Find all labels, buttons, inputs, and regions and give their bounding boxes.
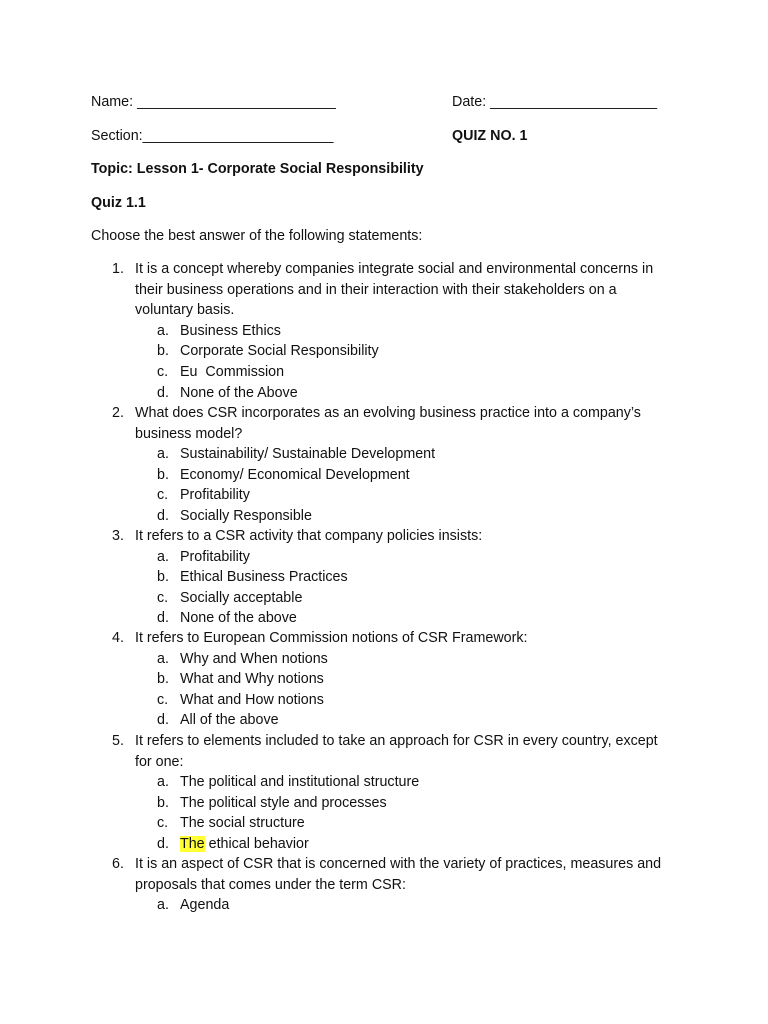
option-text: The political and institutional structure: [180, 774, 420, 791]
option-text: All of the above: [180, 712, 279, 729]
section-field: Section:________________________: [91, 128, 334, 144]
option-letter: c.: [157, 589, 169, 606]
option-letter: a.: [157, 446, 169, 463]
highlighted-text: The: [180, 835, 205, 852]
option-b: [112, 341, 672, 362]
option-c: [112, 813, 672, 834]
question-5: [112, 731, 672, 855]
option-c: [112, 690, 672, 711]
option-letter: a.: [157, 548, 169, 565]
option-letter: b.: [157, 569, 169, 586]
option-list: [112, 649, 672, 731]
option-letter: b.: [157, 343, 169, 360]
question-number: 1.: [112, 261, 124, 277]
option-c: [112, 588, 672, 609]
option-text: The political style and processes: [180, 794, 387, 811]
option-text: Agenda: [180, 897, 230, 914]
option-c: [112, 362, 672, 383]
question-text: It refers to elements included to take an approach for CSR in every country, except for one:: [135, 733, 658, 770]
option-list: [112, 444, 672, 526]
option-c: [112, 485, 672, 506]
question-1: [112, 259, 672, 403]
option-text: Ethical Business Practices: [180, 569, 348, 586]
question-number: 2.: [112, 405, 124, 421]
option-text: What and Why notions: [180, 671, 324, 688]
option-letter: d.: [157, 835, 169, 852]
quiz-title: Quiz 1.1: [91, 195, 146, 211]
option-d: [112, 710, 672, 731]
option-text: Corporate Social Responsibility: [180, 343, 379, 360]
option-list: [112, 321, 672, 403]
option-letter: a.: [157, 650, 169, 667]
instructions: Choose the best answer of the following statements:: [91, 228, 423, 244]
option-a: [112, 321, 672, 342]
question-number: 4.: [112, 630, 124, 646]
option-b: [112, 567, 672, 588]
option-d: [112, 608, 672, 629]
option-b: [112, 793, 672, 814]
option-letter: c.: [157, 691, 169, 708]
option-d: [112, 506, 672, 527]
option-text: The social structure: [180, 815, 305, 832]
option-letter: c.: [157, 363, 169, 380]
question-text: What does CSR incorporates as an evolving business practice into a company’s business model?: [135, 405, 641, 442]
option-list: [112, 895, 672, 916]
question-2: [112, 403, 672, 527]
option-d: [112, 383, 672, 404]
option-text: Sustainability/ Sustainable Development: [180, 446, 436, 463]
option-text: Profitability: [180, 487, 250, 504]
option-a: [112, 772, 672, 793]
option-text: Socially Responsible: [180, 507, 312, 524]
question-text: It is an aspect of CSR that is concerned with the variety of practices, measures and proposals that comes under the term CSR:: [135, 856, 662, 893]
option-text: Business Ethics: [180, 322, 281, 339]
date-field: Date: _____________________: [452, 94, 658, 110]
option-a: [112, 895, 672, 916]
option-text: Eu Commission: [180, 363, 285, 380]
option-text: Why and When notions: [180, 650, 328, 667]
option-a: [112, 649, 672, 670]
option-letter: d.: [157, 610, 169, 627]
question-text: It refers to European Commission notions of CSR Framework:: [135, 630, 528, 646]
question-number: 6.: [112, 856, 124, 872]
question-text: It is a concept whereby companies integrate social and environmental concerns in their business operations and in their interaction with their stakeholders on a voluntary basis.: [135, 261, 654, 319]
option-letter: d.: [157, 712, 169, 729]
option-list: [112, 547, 672, 629]
option-a: [112, 444, 672, 465]
option-b: [112, 465, 672, 486]
question-number: 3.: [112, 528, 124, 544]
name-field: Name: _________________________: [91, 94, 336, 110]
option-letter: d.: [157, 384, 169, 401]
option-list: [112, 772, 672, 854]
option-text: None of the above: [180, 610, 297, 627]
option-b: [112, 669, 672, 690]
option-text: Profitability: [180, 548, 250, 565]
option-d: [112, 834, 672, 855]
option-letter: b.: [157, 466, 169, 483]
option-letter: c.: [157, 487, 169, 504]
option-letter: b.: [157, 671, 169, 688]
topic-heading: Topic: Lesson 1- Corporate Social Responsibility: [91, 161, 424, 177]
option-text: What and How notions: [180, 691, 324, 708]
option-text: None of the Above: [180, 384, 298, 401]
quiz-number-label: QUIZ NO. 1: [452, 128, 528, 144]
question-text: It refers to a CSR activity that company policies insists:: [135, 528, 483, 544]
question-6: [112, 854, 672, 916]
option-text: ethical behavior: [204, 835, 309, 852]
question-3: [112, 526, 672, 629]
question-number: 5.: [112, 733, 124, 749]
question-4: [112, 628, 672, 731]
option-letter: c.: [157, 815, 169, 832]
option-letter: d.: [157, 507, 169, 524]
option-letter: a.: [157, 322, 169, 339]
option-text: Socially acceptable: [180, 589, 303, 606]
option-letter: a.: [157, 897, 169, 914]
option-text: Economy/ Economical Development: [180, 466, 410, 483]
option-letter: a.: [157, 774, 169, 791]
option-letter: b.: [157, 794, 169, 811]
option-a: [112, 547, 672, 568]
